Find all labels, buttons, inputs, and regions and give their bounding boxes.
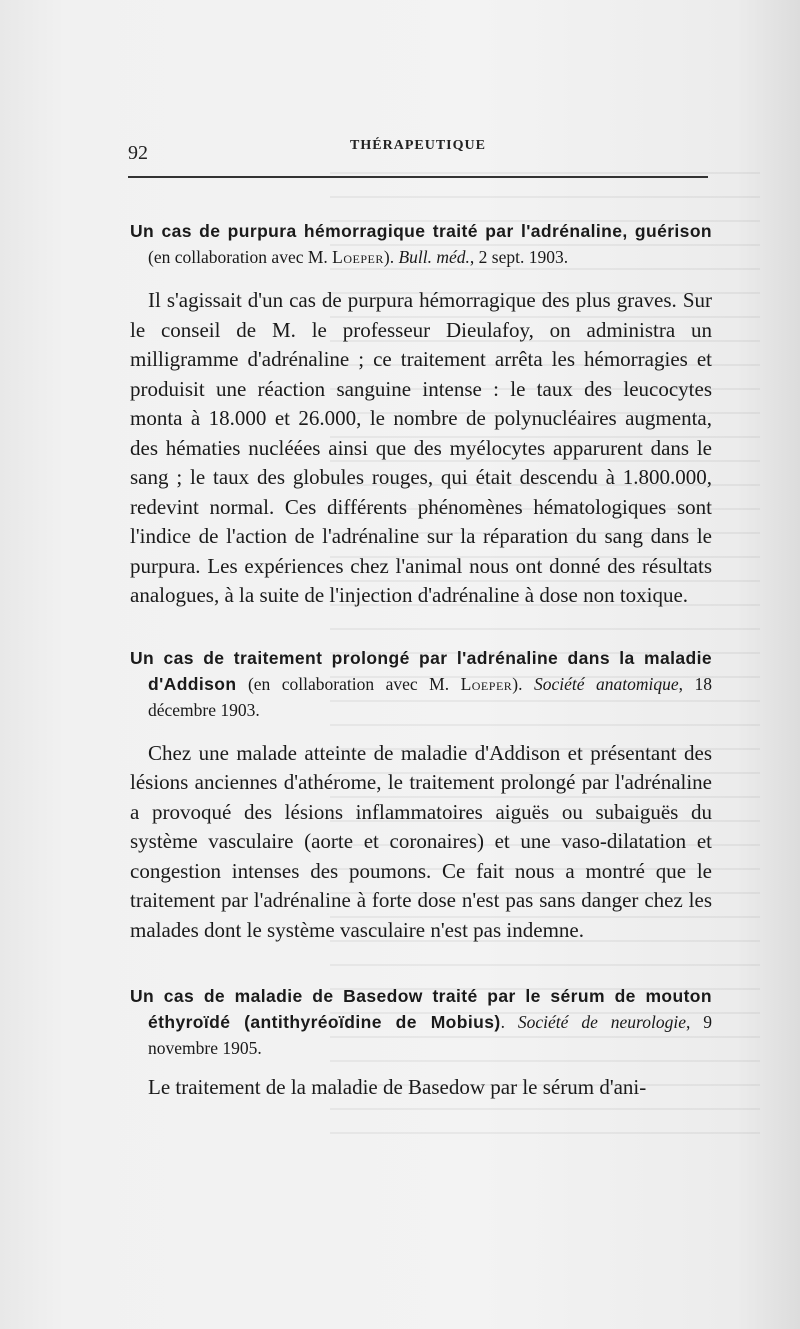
entry-body-1: Il s'agissait d'un cas de purpura hémorragique des plus graves. Sur le conseil de M. le professeur Dieulafoy, on administra un milligramme d'adrénaline ; ce traitement arrêta les hémorragies et produisit une réaction sanguine intense : le taux des leucocytes monta à 18.000 et 26.000, le nombre de polynucléaires augmenta, des hématies nucléées ainsi que des myélocytes apparurent dans le sang ; le taux des globules rouges, qui était descendu à 1.800.000, redevint normal. Ces différents phénomènes hématologiques sont l'indice de l'action de l'adrénaline sur la réparation du sang dans le purpura. Les expériences chez l'animal nous ont donné des résultats analogues, à la suite de l'injection d'adrénaline à dose non toxique. — [130, 288, 712, 607]
entry-title: Un cas de maladie de Basedow traité par le sérum de mouton éthyroïdé (antithyréoïdine de Mobius) — [130, 986, 712, 1032]
entry-heading-3 — [130, 983, 712, 1061]
entry-source: Société de neurologie — [517, 1012, 686, 1032]
page-content — [130, 218, 712, 1103]
entry-paren: . — [500, 1012, 518, 1032]
entry-paren: ). — [383, 247, 399, 267]
page-header — [128, 138, 708, 178]
entry-date: , 18 décembre 1903. — [148, 673, 713, 720]
entry-date: , 9 novembre 1905. — [148, 1012, 713, 1058]
entry-author: Loeper — [332, 247, 384, 267]
entry-source: Bull. méd. — [398, 247, 470, 267]
entry-body-3: Le traitement de la maladie de Basedow par le sérum d'ani- — [148, 1075, 647, 1099]
entry-source: Société anatomique — [533, 673, 679, 694]
entry-heading-2 — [130, 645, 712, 723]
entry-title: Un cas de traitement prolongé par l'adrénaline dans la maladie d'Addison — [130, 647, 712, 694]
entry-heading-1 — [130, 218, 712, 270]
entry-body-2: Chez une malade atteinte de maladie d'Addison et présentant des lésions anciennes d'athérome, le traitement prolongé par l'adrénaline a provoqué des lésions inflammatoires aiguës ou subaiguës du système vasculaire (aorte et coronaires) et une vaso-dilatation et congestion intenses des poumons. Ce fait nous a montré que le traitement par l'adrénaline à forte dose n'est pas sans danger chez les malades dont le système vasculaire n'est pas indemne. — [130, 740, 712, 942]
entry-collab: (en collaboration avec M. — [236, 673, 461, 694]
entry-collab: (en collaboration avec M. — [148, 247, 333, 267]
entry-title: Un cas de purpura hémorragique traité par l'adrénaline, guérison — [130, 221, 712, 241]
running-head: THÉRAPEUTIQUE — [350, 138, 486, 153]
page-number: 92 — [128, 142, 148, 164]
entry-author: Loeper — [460, 673, 513, 694]
entry-date: , 2 sept. 1903. — [469, 247, 569, 267]
header-rule — [128, 176, 708, 178]
entry-paren: ). — [512, 673, 534, 694]
